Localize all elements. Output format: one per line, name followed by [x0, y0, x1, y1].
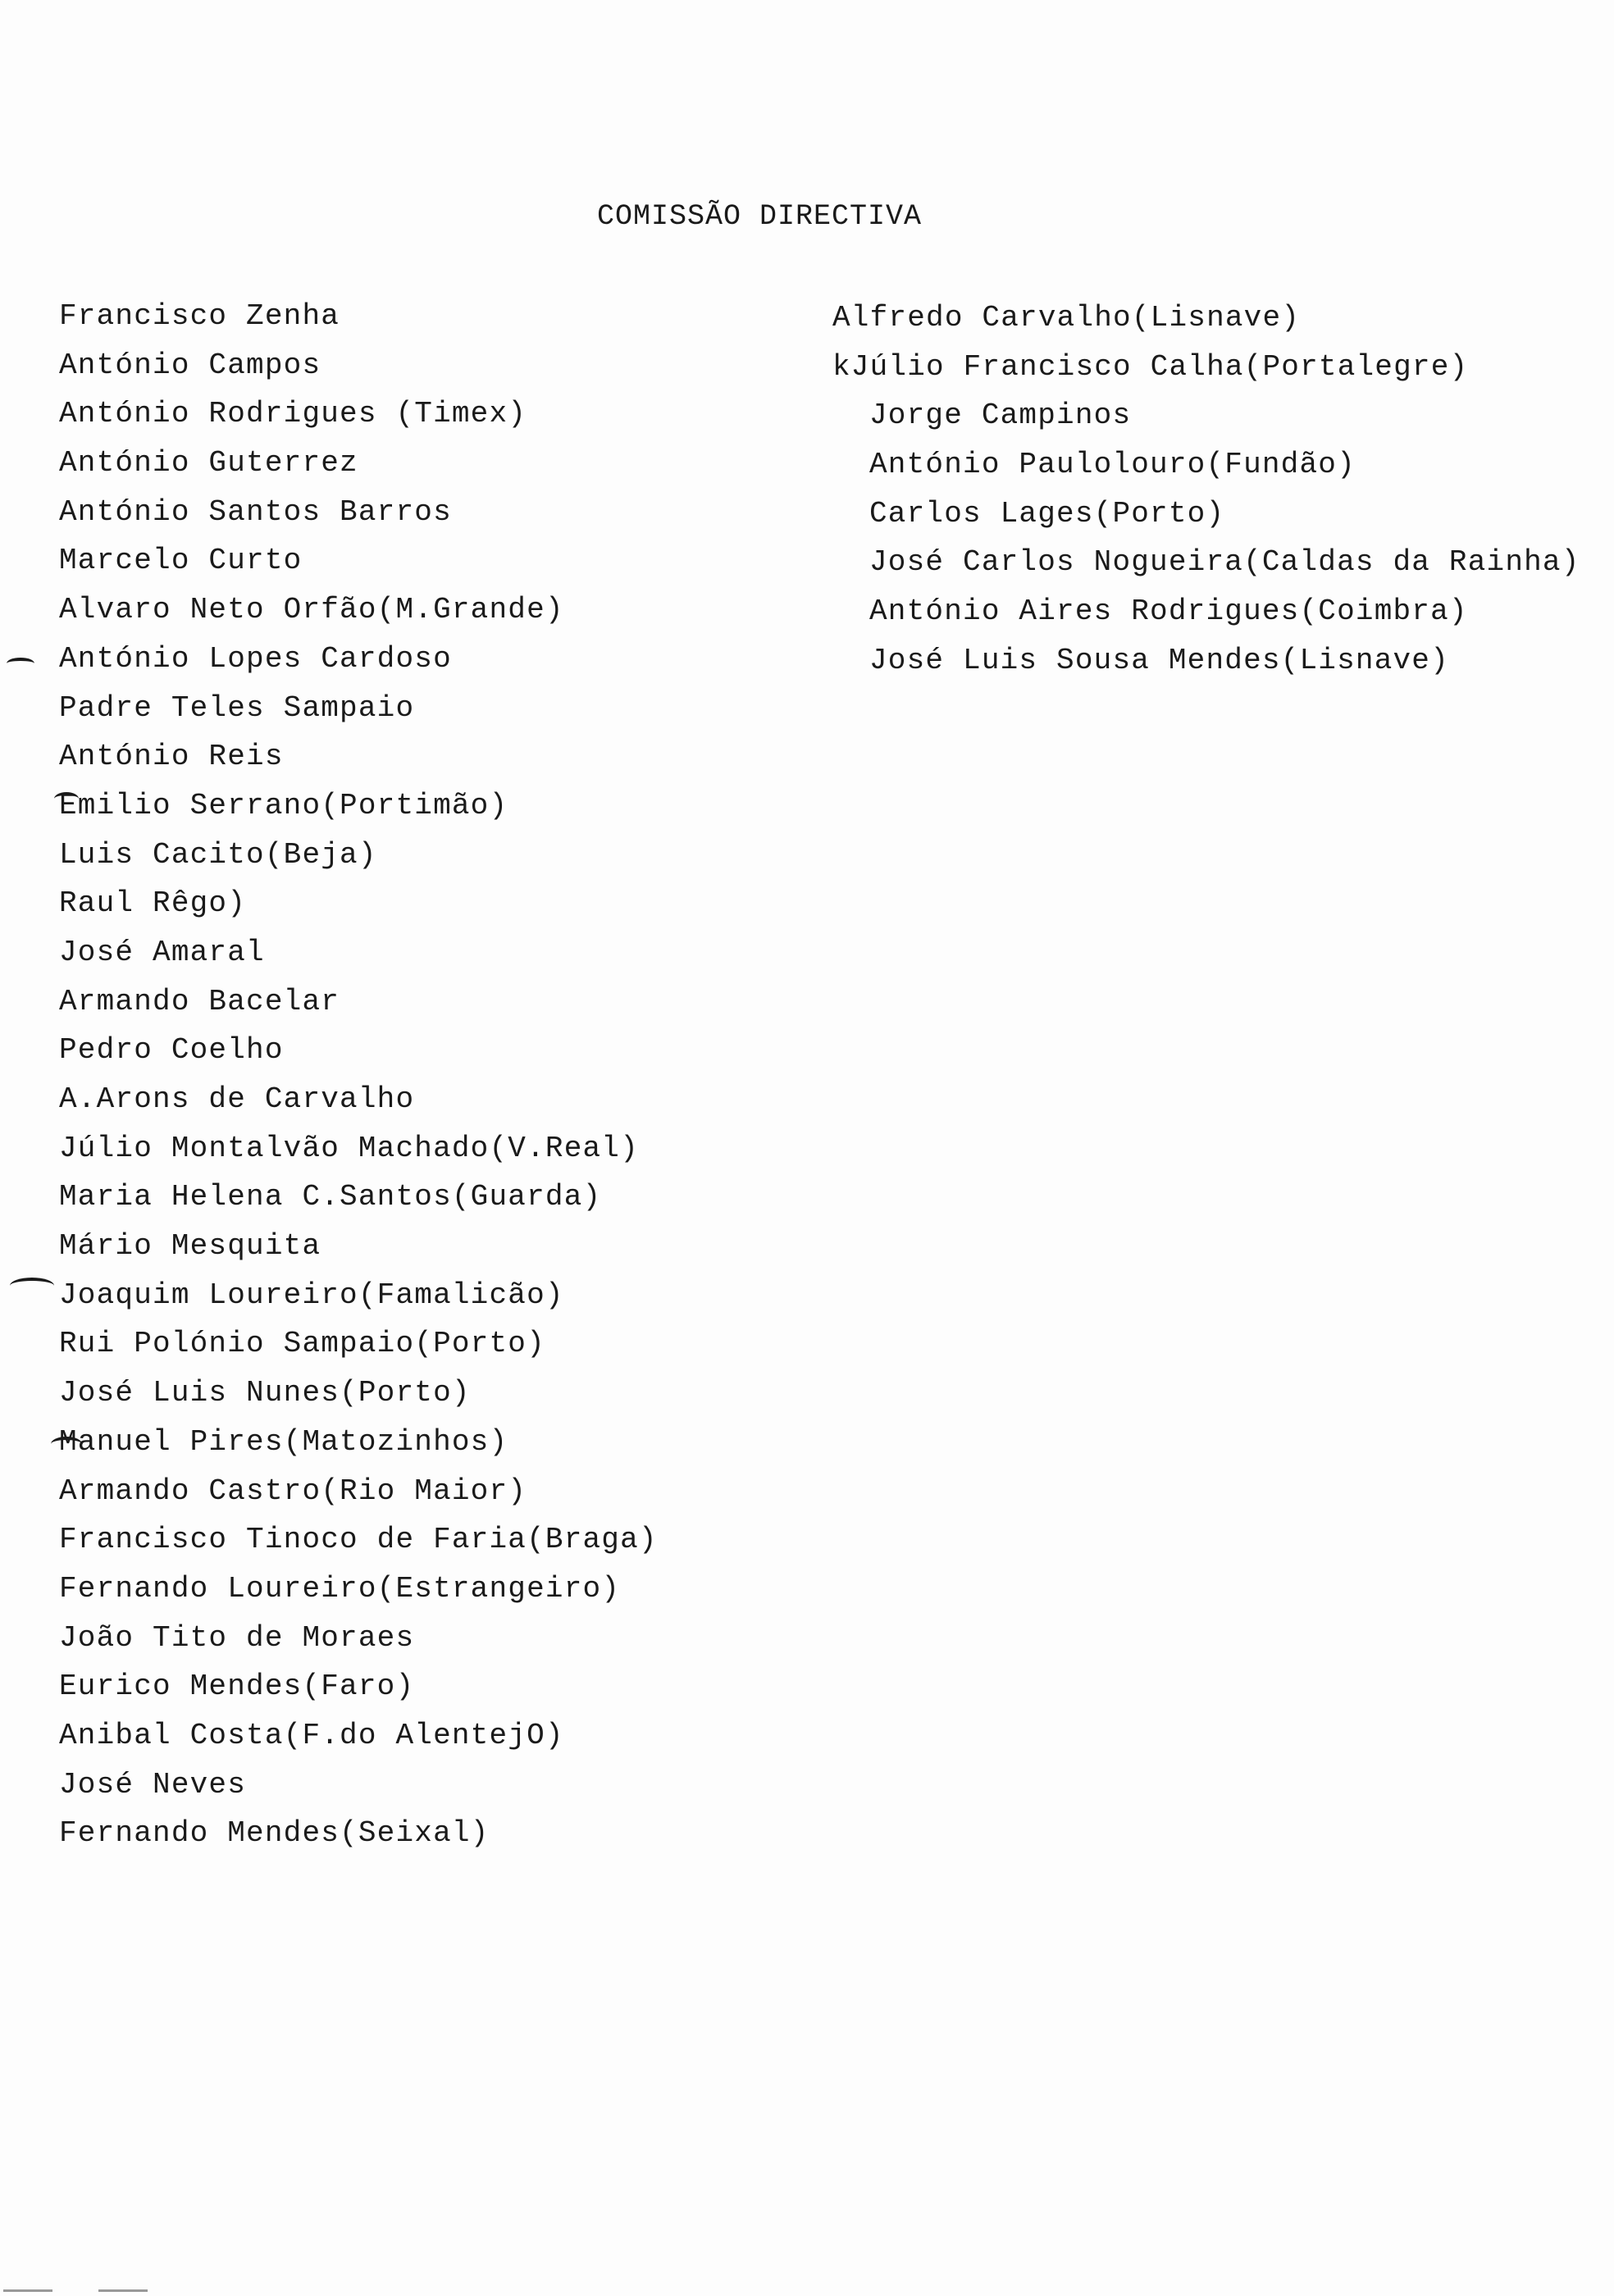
- member-name: A.Arons de Carvalho: [59, 1082, 415, 1116]
- member-name: António Paulolouro(Fundão): [869, 448, 1356, 482]
- member-name: Manuel Pires(Matozinhos): [59, 1424, 508, 1459]
- member-name: António Lopes Cardoso: [59, 641, 452, 676]
- member-name: António Aires Rodrigues(Coimbra): [869, 594, 1468, 629]
- scan-artifact: [3, 2289, 52, 2292]
- member-name: Júlio Montalvão Machado(V.Real): [59, 1131, 639, 1165]
- member-name: José Luis Nunes(Porto): [59, 1376, 471, 1410]
- member-name: António Reis: [59, 740, 284, 774]
- member-name: José Carlos Nogueira(Caldas da Rainha): [869, 545, 1580, 580]
- pen-mark: [51, 1437, 82, 1451]
- member-name: José Amaral: [59, 935, 265, 969]
- member-name: António Santos Barros: [59, 494, 452, 529]
- member-name: Emilio Serrano(Portimão): [59, 788, 508, 822]
- member-name: Eurico Mendes(Faro): [59, 1670, 415, 1704]
- member-name: Luis Cacito(Beja): [59, 837, 377, 872]
- member-name: Armando Bacelar: [59, 984, 340, 1018]
- member-name: Mário Mesquita: [59, 1229, 321, 1264]
- scan-artifact: [98, 2289, 148, 2292]
- member-name: Anibal Costa(F.do AlentejO): [59, 1718, 564, 1752]
- member-name: Jorge Campinos: [869, 399, 1132, 433]
- member-name: Armando Castro(Rio Maior): [59, 1474, 527, 1508]
- member-name: Francisco Tinoco de Faria(Braga): [59, 1523, 658, 1557]
- document-title: COMISSÃO DIRECTIVA: [597, 200, 923, 233]
- member-name: António Rodrigues (Timex): [59, 397, 527, 431]
- member-name: José Luis Sousa Mendes(Lisnave): [869, 643, 1449, 677]
- pen-mark: [54, 792, 79, 805]
- left-member-list: [59, 292, 658, 1858]
- member-name: José Neves: [59, 1767, 247, 1802]
- member-name: kJúlio Francisco Calha(Portalegre): [832, 349, 1469, 384]
- pen-mark: [7, 658, 34, 669]
- member-name: Fernando Mendes(Seixal): [59, 1816, 490, 1851]
- member-name: Rui Polónio Sampaio(Porto): [59, 1327, 545, 1361]
- member-name: Alvaro Neto Orfão(M.Grande): [59, 593, 564, 627]
- member-name: Alfredo Carvalho(Lisnave): [832, 301, 1301, 335]
- member-name: Raul Rêgo): [59, 886, 247, 921]
- member-name: Francisco Zenha: [59, 299, 340, 333]
- member-name: João Tito de Moraes: [59, 1620, 415, 1655]
- member-name: Carlos Lages(Porto): [869, 496, 1225, 531]
- pen-mark: [10, 1278, 54, 1294]
- member-name: Padre Teles Sampaio: [59, 690, 415, 725]
- member-name: António Campos: [59, 348, 321, 382]
- member-name: Fernando Loureiro(Estrangeiro): [59, 1571, 621, 1606]
- member-name: Joaquim Loureiro(Famalicão): [59, 1278, 564, 1312]
- member-name: Marcelo Curto: [59, 544, 303, 578]
- member-name: Pedro Coelho: [59, 1033, 284, 1068]
- member-name: Maria Helena C.Santos(Guarda): [59, 1180, 602, 1214]
- member-name: António Guterrez: [59, 446, 358, 481]
- right-member-list: [832, 294, 1580, 686]
